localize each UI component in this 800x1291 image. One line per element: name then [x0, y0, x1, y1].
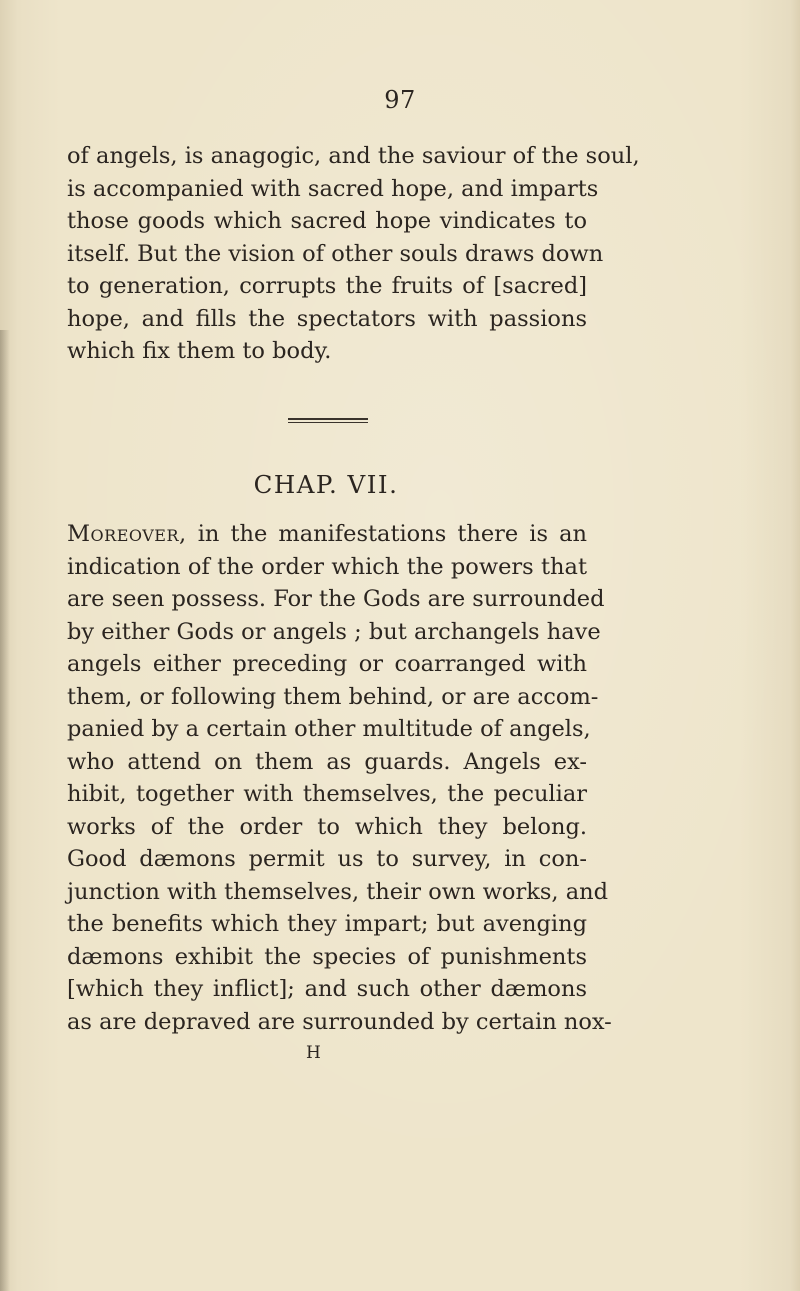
signature-mark: H: [306, 1043, 322, 1063]
chapter-heading: CHAP. VII.: [253, 470, 399, 499]
section-divider: [288, 418, 368, 423]
page-number: 97: [384, 86, 416, 114]
text-line: to generation, corrupts the fruits of [sacred]: [67, 273, 587, 299]
text-line: is accompanied with sacred hope, and imparts: [67, 175, 599, 202]
text-line: itself. But the vision of other souls draws down: [67, 240, 604, 267]
opening-word: Moreover,: [67, 521, 187, 547]
text-line: [67, 518, 587, 551]
text-line: them, or following them behind, or are accom-: [67, 683, 599, 710]
text-line: hope, and fills the spectators with passions: [67, 305, 587, 332]
text-line: as are depraved are surrounded by certain nox-: [67, 1008, 612, 1035]
text-line: of angels, is anagogic, and the saviour of the soul,: [67, 143, 640, 169]
text-line: junction with themselves, their own works, and: [67, 878, 608, 905]
text-line: hibit, together with themselves, the peculiar: [67, 781, 587, 807]
text-line: which fix them to body.: [67, 338, 332, 364]
paragraph-1: [67, 140, 640, 368]
text-line: the benefits which they impart; but avenging: [67, 911, 587, 937]
text-line-rest: in the manifestations there is an: [186, 521, 587, 547]
text-line: [which they inflict]; and such other dæmons: [67, 976, 587, 1002]
text-line: who attend on them as guards. Angels ex-: [67, 748, 587, 775]
text-line: angels either preceding or coarranged with: [67, 651, 587, 677]
divider-rule: [288, 422, 368, 424]
text-line: dæmons exhibit the species of punishments: [67, 943, 587, 970]
text-line: are seen possess. For the Gods are surrounded: [67, 586, 605, 612]
text-line: indication of the order which the powers that: [67, 553, 587, 580]
text-line: those goods which sacred hope vindicates to: [67, 208, 587, 234]
paragraph-2: [67, 518, 612, 1038]
text-line: Good dæmons permit us to survey, in con-: [67, 846, 587, 872]
divider-rule: [288, 418, 368, 420]
text-line: panied by a certain other multitude of angels,: [67, 716, 591, 742]
text-line: by either Gods or angels ; but archangels have: [67, 618, 601, 645]
text-line: works of the order to which they belong.: [67, 813, 587, 840]
